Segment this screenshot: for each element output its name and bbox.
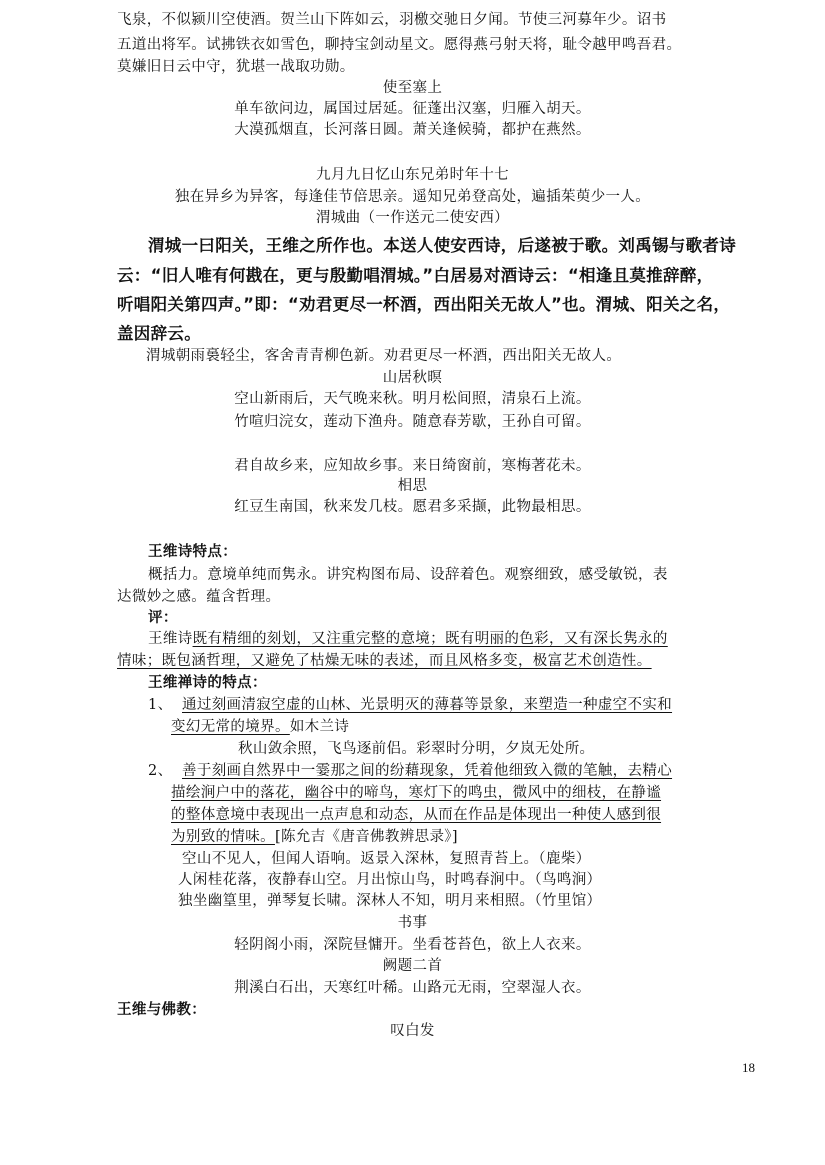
- chan-item-1-line-2-underlined: 变幻无常的境界。: [171, 719, 290, 735]
- poem-shizhi-line-1: 单车欲问边，属国过居延。征蓬出汉塞，归雁入胡天。: [234, 101, 591, 117]
- weicheng-note-3: 听唱阳关第四声。”即：“劝君更尽一杯酒，西出阳关无故人”也。渭城、阳关之名，: [117, 295, 731, 314]
- poem-shushi-title: 书事: [397, 915, 428, 931]
- weicheng-note-2: 云：“旧人唯有何戡在，更与殷勤唱渭城。”白居易对酒诗云：“相逢且莫推辞醉，: [117, 266, 714, 285]
- chan-heading: 王维禅诗的特点：: [148, 674, 267, 691]
- chan-item-2-line-2: 描绘涧户中的落花，幽谷中的啼鸟，寒灯下的鸣虫，微风中的细枝，在静谧: [171, 785, 662, 801]
- chan-item-1-poem: 秋山敛余照，飞鸟逐前侣。彩翠时分明，夕岚无处所。: [238, 741, 595, 757]
- chan-item-1-number: 1、: [148, 697, 173, 713]
- chan-item-1-line-1: 通过刻画清寂空虚的山林、光景明灭的薄暮等景象，来塑造一种虚空不实和: [182, 697, 673, 713]
- chan-example-niaomingjian: 人闲桂花落，夜静春山空。月出惊山鸟，时鸣春涧中。（鸟鸣涧）: [178, 872, 602, 888]
- intro-line-3: 莫嫌旧日云中守，犹堪一战取功勋。: [117, 59, 355, 75]
- weicheng-note-1: 渭城一曰阳关，王维之所作也。本送人使安西诗，后遂被于歌。刘禹锡与歌者诗: [148, 236, 736, 255]
- poem-shanju-title: 山居秋暝: [382, 370, 443, 386]
- ping-line-1-plain: 王维诗: [148, 631, 193, 647]
- chan-item-1-line-2-tail: 如木兰诗: [289, 719, 350, 735]
- ping-label: 评：: [148, 609, 178, 626]
- poem-xiangsi-line-1: 红豆生南国，秋来发几枝。愿君多采撷，此物最相思。: [234, 499, 591, 515]
- ping-line-1-underlined: 既有精细的刻划，又注重完整的意境；既有明丽的色彩，又有深长隽永的: [192, 631, 668, 647]
- page-number: 18: [742, 1060, 755, 1075]
- chan-example-zhuliguan: 独坐幽篁里，弹琴复长啸。深林人不知，明月来相照。（竹里馆）: [178, 893, 602, 909]
- poem-shanju-line-2: 竹喧归浣女，莲动下渔舟。随意春芳歇，王孙自可留。: [234, 414, 591, 430]
- poem-shizhi-title: 使至塞上: [382, 80, 443, 96]
- intro-line-1: 飞泉，不似颍川空使酒。贺兰山下阵如云，羽檄交驰日夕闻。节使三河募年少。诏书: [117, 12, 667, 28]
- poem-zayong-line-1: 君自故乡来，应知故乡事。来日绮窗前，寒梅著花未。: [234, 458, 591, 474]
- poem-jiuyue-line-1: 独在异乡为异客，每逢佳节倍思亲。遥知兄弟登高处，遍插茱萸少一人。: [174, 189, 651, 205]
- chan-example-luchai: 空山不见人，但闻人语响。返景入深林，复照青苔上。（鹿柴）: [182, 851, 591, 867]
- chan-item-2-line-4: [171, 827, 458, 847]
- chan-item-2-line-3: 的整体意境中表现出一点声息和动态，从而在作品是体现出一种使人感到很: [171, 807, 662, 823]
- chan-item-2-line-1: 善于刻画自然界中一霎那之间的纷藉现象，凭着他细致入微的笔触，去精心: [182, 763, 673, 779]
- poem-weicheng-title: 渭城曲（一作送元二使安西）: [315, 210, 510, 226]
- poem-que-title: 阙题二首: [382, 958, 443, 974]
- intro-line-2: 五道出将军。试拂铁衣如雪色，聊持宝剑动星文。愿得燕弓射天将，耻令越甲鸣吾君。: [117, 37, 682, 53]
- chan-item-2-citation: [陈允吉《唐音佛教辨思录》]: [274, 829, 458, 845]
- ping-line-1: [148, 629, 668, 649]
- chan-item-2-number: 2、: [148, 763, 173, 779]
- poem-xiangsi-title: 相思: [397, 478, 428, 494]
- poem-shizhi-line-2: 大漠孤烟直，长河落日圆。萧关逢候骑，都护在燕然。: [234, 122, 591, 138]
- weicheng-note-4: 盖因辞云。: [117, 324, 201, 343]
- poem-weicheng-line-1: 渭城朝雨裛轻尘，客舍青青柳色新。劝君更尽一杯酒，西出阳关无故人。: [146, 348, 622, 364]
- poem-shanju-line-1: 空山新雨后，天气晚来秋。明月松间照，清泉石上流。: [234, 391, 591, 407]
- poem-que-line-1: 荆溪白石出，天寒红叶稀。山路元无雨，空翠湿人衣。: [234, 980, 591, 996]
- features-body-2: 达微妙之感。蕴含哲理。: [117, 589, 281, 605]
- poem-tanbaifa-title: 叹白发: [390, 1023, 435, 1039]
- chan-item-2-line-4-underlined: 为别致的情味。: [171, 829, 275, 845]
- chan-item-1-line-2: [171, 717, 349, 737]
- buddhism-heading: 王维与佛教：: [117, 1001, 207, 1018]
- ping-line-2: 情味；既包涵哲理，又避免了枯燥无味的表述，而且风格多变，极富艺术创造性。: [117, 653, 652, 669]
- poem-jiuyue-title: 九月九日忆山东兄弟时年十七: [315, 167, 510, 183]
- poem-shushi-line-1: 轻阴阁小雨，深院昼慵开。坐看苍苔色，欲上人衣来。: [234, 937, 591, 953]
- features-body-1: 概括力。意境单纯而隽永。讲究构图布局、设辞着色。观察细致，感受敏锐，表: [148, 567, 668, 583]
- features-heading: 王维诗特点：: [148, 543, 238, 560]
